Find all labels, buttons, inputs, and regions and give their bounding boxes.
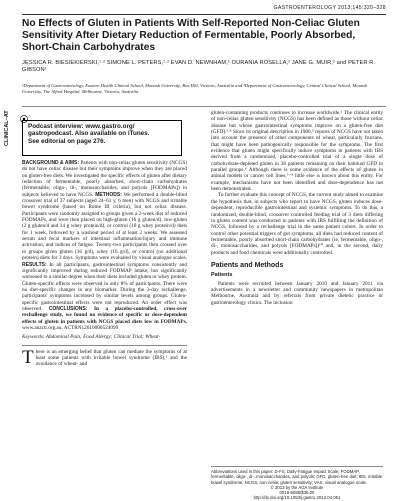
affiliation-rule [22, 106, 386, 107]
keywords: Keywords: Abdominal Pain; Food Allergy; Clinical Trial; Wheat- [22, 334, 161, 341]
abstract-conclusions-text: In a placebo-controlled, cross-over rechallenge study, we found no evidence of specific or dose-dependent effects of gluten in patients with NCGS placed diets low in FODMAPs. [22, 305, 187, 325]
abstract-conclusions-heading: CONCLUSIONS: [48, 305, 88, 312]
copyright-line: © 2013 by the AGA Institute [270, 484, 324, 490]
podcast-link[interactable]: Podcast interview: www.gastro.org/ [28, 123, 135, 130]
drop-cap: T [22, 346, 34, 368]
author-affiliations: ¹Department of Gastroenterology, Eastern Health Clinical School, Monash University, Box Hill, Victoria, Australia and ²Department of Gastroenterology, Central Clinical School, Monash University, The Alfred Hospital, Melbourne, Victoria, Australia [22, 83, 368, 94]
abstract-methods-text: We performed a double-blind crossover trial of 37 subjects (aged 24–61 y, 6 men) with NCGS and irritable bowel syndrome (based on Rome III criteria), but not celiac disease. Participants were randomly assigned to groups given a 2-week diet of reduced FODMAPs, and were then placed on high-gluten (16 g gluten/d), low-gluten (2 g gluten/d and 14 g whey protein/d), or control (16 g whey protein/d) diets for 1 week, followed by a washout period of at least 2 weeks. We assessed serum and fecal markers of intestinal inflammation/injury and immune activation, and indices of fatigue. Twenty-two participants then crossed over to groups given gluten (16 g/d), whey (16 g/d), or control (no additional protein) diets for 3 days. Symptoms were evaluated by visual analogue scales. [22, 191, 187, 262]
trial-registration[interactable]: www.anzctr.org.au. ACTRN12610000524099 [22, 324, 119, 331]
body-paragraph-2: To further evaluate this concept of NCGS, the current study aimed to examine the hypothesis that, in subjects who report to have NCGS, gluten induces dose-dependent, reproducible gastrointestinal and systemic symptoms. To do this, a randomized, double-blind, crossover controlled feeding trial of 3 diets differing in gluten content was conducted in patients with IBS fulfilling the definition of NCGS, followed by a rechallenge trial in the same patient cohort. In order to control other potential triggers of gut symptoms, all diets had reduced content of fermentable, poorly absorbed short-chain carbohydrates (ie, fermentable, oligo-, di-, monosaccharides, and polyols [FODMAPs])¹⁰ and, in the second, dairy products and food chemicals were additionally controlled. [211, 192, 383, 256]
left-column [22, 160, 187, 488]
introduction-paragraph [22, 346, 187, 368]
introduction-text: here is an emerging belief that gluten can mediate the symptoms of at least some patients with irritable bowel syndrome (IBS),¹ and the avoidance of wheat- and [35, 348, 187, 368]
abstract-results-text: In all participants, gastrointestinal symptoms consistently and significantly improved during reduced FODMAP intake, but significantly worsened to a similar degree when their diets included gluten or whey protein. Gluten-specific effects were observed in only 8% of participants. There were no diet-specific changes in any biomarker. During the 3-day rechallenge, participants' symptoms increased by similar levels among groups. Gluten-specific gastrointestinal effects were not reproduced. An order effect was observed. [22, 261, 187, 312]
abstract-background-text: Patients with non-celiac gluten sensitivity (NCGS) do not have celiac disease but their symptoms improve when they are placed on gluten-free diets. We investigated the specific effects of gluten after dietary reduction of fermentable, poorly absorbed, short-chain carbohydrates (fermentable, oligo-, di-, monosaccharides, and polyols [FODMAPs]) in subjects believed to have NCGS. [22, 160, 187, 198]
header-rule [22, 14, 386, 15]
podcast-itunes-note: gastropodcast. Also available on iTunes. [28, 130, 150, 138]
body-paragraph-3: Patients were recruited between January 2010 and January 2011 via advertisements in a newsletter and community newspapers in metropolitan Melbourne, Australia and by referrals from private dietetic practice or gastroenterology clinics. The inclusion [211, 280, 383, 306]
author-list: JESSICA R. BIESIEKIERSKI,¹·² SIMONE L. PETERS,¹·² EVAN D. NEWNHAM,¹ OURANIA ROSELLA,² JANE G. MUIR,² and PETER R. GIBSON¹ [22, 60, 376, 74]
body-paragraph-1: gluten-containing products continues to increase worldwide.² The clinical entity of non-celiac gluten sensitivity (NCGS) has been defined as those without celiac disease but whose gastrointestinal symptoms improve on a gluten-free diet (GFD).³·⁴ Since its original description in 1980,⁵ reports of NCGS have not taken into account the presence of other components of wheat, particularly fructans, that might have been pathogenically responsible for the symptoms. The first evidence that gluten might specifically induce symptoms in patients with IBS derived from a randomized, placebo-controlled trial of a single dose of carbohydrate-depleted gluten in 38 patients remaining on their habitual GFD in parallel groups.⁶ Although there is some evidence of the effects of gluten in animal models or cancer cell lines,⁷⁻⁹ little else is known about this entity. For example, mechanisms have not been identified and dose-dependence has not been demonstrated. [211, 110, 383, 193]
section-heading: Patients and Methods [211, 261, 284, 269]
abbreviations-footnote: Abbreviations used in this paper: D-FS, Daily-Fatigue Impact Scale; FODMAP, fermentable, oligo-, di-, monosaccharides, and polyols; GFD, gluten-free diet; IBS, irritable bowel syndrome; NCGS, non-celiac gluten sensitivity; VAS, visual analogue scale. [211, 469, 383, 485]
podcast-box [22, 120, 182, 156]
abstract [22, 160, 187, 331]
right-column [211, 110, 383, 463]
editorial-reference: See editorial on page 276. [28, 137, 106, 145]
section-side-label: CLINICAL–AT [4, 110, 10, 146]
abstract-methods-heading: METHODS: [95, 191, 122, 198]
subsection-heading: Patients [211, 272, 233, 279]
abstract-results-heading: RESULTS: [22, 261, 47, 268]
footnote-block [211, 466, 383, 501]
abstract-background-heading: BACKGROUND & AIMS: [22, 160, 80, 166]
issn-line: 0016-5085/$36.00 [279, 490, 315, 496]
journal-citation: GASTROENTEROLOGY 2013;145:320–328 [273, 5, 386, 11]
article-title: No Effects of Gluten in Patients With Self-Reported Non-Celiac Gluten Sensitivity After Dietary Reduction of Fermentable, Poorly Absorbed, Short-Chain Carbohydrates [22, 18, 360, 53]
keywords-rule [22, 345, 187, 346]
doi-link[interactable]: http://dx.doi.org/10.1053/j.gastro.2013.04.051 [253, 495, 341, 501]
